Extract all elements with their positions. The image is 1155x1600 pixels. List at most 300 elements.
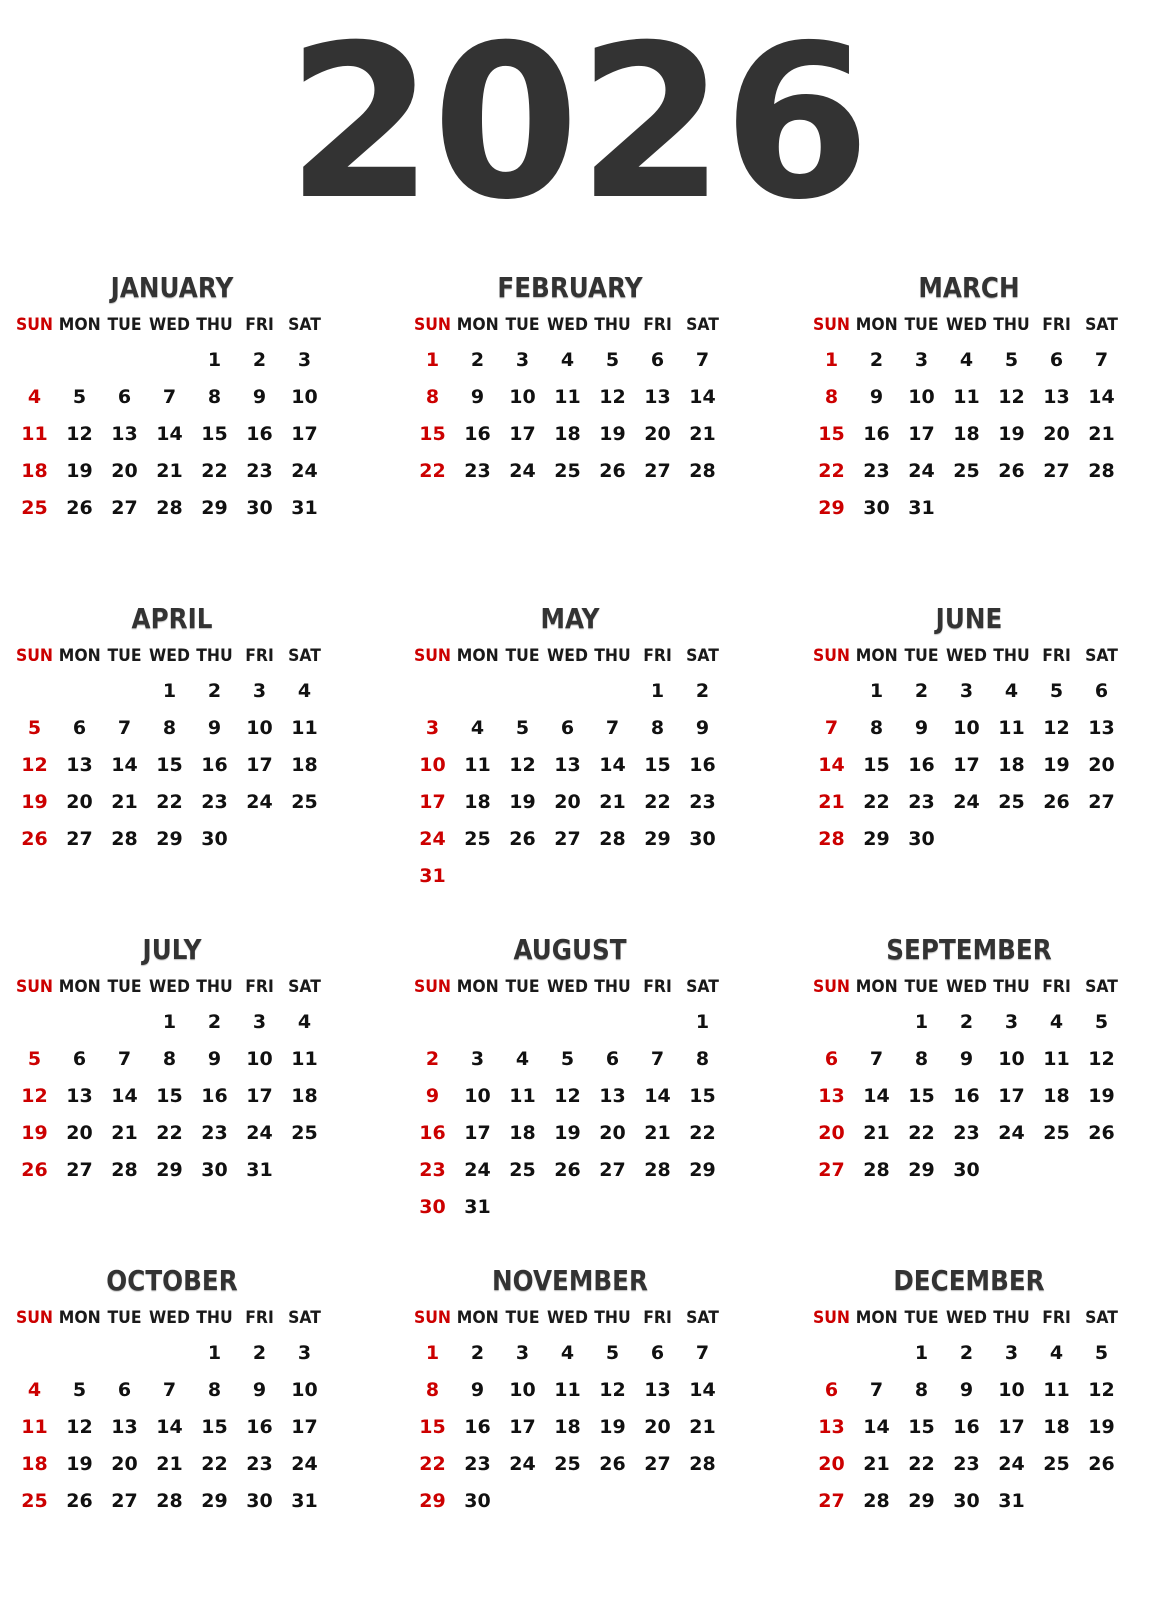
day-cell: 26 <box>66 1490 93 1512</box>
day-cell: 23 <box>246 460 273 482</box>
day-cell: 31 <box>998 1490 1025 1512</box>
day-cell: 22 <box>818 460 845 482</box>
day-cell: 2 <box>470 349 485 371</box>
day-cell: 26 <box>1088 1453 1115 1475</box>
month-name: APRIL <box>131 602 213 635</box>
weekday-sun: SUN <box>15 977 54 997</box>
weekday-sun: SUN <box>812 315 851 335</box>
day-cell: 2 <box>959 1011 974 1033</box>
weekday-tue: TUE <box>904 977 939 997</box>
day-cell: 20 <box>1088 754 1115 776</box>
day-cell: 31 <box>291 1490 318 1512</box>
day-cell: 1 <box>914 1342 929 1364</box>
day-cell: 3 <box>252 680 267 702</box>
day-cell: 8 <box>425 1379 440 1401</box>
day-cell: 27 <box>1043 460 1070 482</box>
weekday-thu: THU <box>594 1308 631 1328</box>
day-cell: 18 <box>953 423 980 445</box>
day-cell: 24 <box>509 460 536 482</box>
day-cell: 17 <box>419 791 446 813</box>
day-cell: 28 <box>156 1490 183 1512</box>
day-cell: 9 <box>470 1379 485 1401</box>
day-cell: 12 <box>21 1085 48 1107</box>
day-cell: 2 <box>959 1342 974 1364</box>
weekday-mon: MON <box>855 315 898 335</box>
day-cell: 8 <box>207 1379 222 1401</box>
weekday-tue: TUE <box>505 1308 540 1328</box>
weekday-tue: TUE <box>505 646 540 666</box>
day-cell: 6 <box>650 1342 665 1364</box>
day-cell: 21 <box>111 1122 138 1144</box>
weekday-fri: FRI <box>245 646 274 666</box>
weekday-header <box>12 971 332 1004</box>
day-cell: 3 <box>425 717 440 739</box>
day-cell: 22 <box>908 1122 935 1144</box>
day-cell: 28 <box>599 828 626 850</box>
month-name: NOVEMBER <box>492 1264 648 1297</box>
day-cell: 8 <box>914 1379 929 1401</box>
day-cell: 15 <box>156 754 183 776</box>
day-cell: 28 <box>111 828 138 850</box>
day-cell: 16 <box>953 1416 980 1438</box>
day-cell: 5 <box>72 1379 87 1401</box>
day-cell: 7 <box>650 1048 665 1070</box>
weekday-header <box>410 309 730 342</box>
day-cell: 28 <box>644 1159 671 1181</box>
day-cell: 15 <box>908 1416 935 1438</box>
day-cell: 19 <box>599 423 626 445</box>
day-cell: 27 <box>599 1159 626 1181</box>
day-cell: 6 <box>72 717 87 739</box>
weekday-wed: WED <box>547 977 588 997</box>
day-cell: 29 <box>201 497 228 519</box>
day-cell: 23 <box>201 1122 228 1144</box>
weekday-fri: FRI <box>643 315 672 335</box>
month-february <box>410 268 730 490</box>
day-cell: 19 <box>998 423 1025 445</box>
day-cell: 16 <box>246 423 273 445</box>
day-cell: 29 <box>908 1159 935 1181</box>
weekday-fri: FRI <box>1042 977 1071 997</box>
day-cell: 30 <box>246 497 273 519</box>
day-cell: 17 <box>908 423 935 445</box>
day-cell: 2 <box>252 1342 267 1364</box>
day-cell: 29 <box>156 1159 183 1181</box>
day-cell: 11 <box>1043 1048 1070 1070</box>
day-cell: 3 <box>252 1011 267 1033</box>
day-cell: 2 <box>207 680 222 702</box>
day-cell: 15 <box>201 423 228 445</box>
day-cell: 5 <box>560 1048 575 1070</box>
day-cell: 5 <box>515 717 530 739</box>
day-cell: 17 <box>464 1122 491 1144</box>
day-cell: 14 <box>111 754 138 776</box>
day-cell: 19 <box>599 1416 626 1438</box>
day-cell: 26 <box>599 460 626 482</box>
day-cell: 12 <box>599 386 626 408</box>
day-cell: 31 <box>908 497 935 519</box>
day-cell: 22 <box>156 1122 183 1144</box>
day-cell: 16 <box>246 1416 273 1438</box>
day-cell: 5 <box>605 1342 620 1364</box>
day-cell: 20 <box>66 791 93 813</box>
day-cell: 8 <box>162 717 177 739</box>
day-cell: 16 <box>908 754 935 776</box>
day-cell: 25 <box>998 791 1025 813</box>
day-cell: 16 <box>201 1085 228 1107</box>
day-cell: 8 <box>650 717 665 739</box>
day-cell: 25 <box>1043 1122 1070 1144</box>
weekday-tue: TUE <box>107 977 142 997</box>
day-cell: 30 <box>201 828 228 850</box>
day-cell: 20 <box>818 1453 845 1475</box>
day-cell: 25 <box>509 1159 536 1181</box>
weekday-sun: SUN <box>15 315 54 335</box>
month-name: SEPTEMBER <box>886 933 1052 966</box>
day-cell: 26 <box>21 828 48 850</box>
day-cell: 16 <box>863 423 890 445</box>
days-grid <box>12 1335 332 1520</box>
weekday-mon: MON <box>58 1308 101 1328</box>
weekday-thu: THU <box>993 977 1030 997</box>
day-cell: 1 <box>869 680 884 702</box>
weekday-sun: SUN <box>413 1308 452 1328</box>
weekday-wed: WED <box>149 977 190 997</box>
day-cell: 2 <box>252 349 267 371</box>
empty-day-cell <box>809 1335 854 1372</box>
day-cell: 19 <box>21 1122 48 1144</box>
day-cell: 30 <box>953 1490 980 1512</box>
day-cell: 10 <box>246 717 273 739</box>
day-cell: 19 <box>66 460 93 482</box>
month-name: DECEMBER <box>893 1264 1045 1297</box>
day-cell: 6 <box>560 717 575 739</box>
day-cell: 8 <box>869 717 884 739</box>
weekday-mon: MON <box>58 977 101 997</box>
day-cell: 7 <box>824 717 839 739</box>
day-cell: 13 <box>1088 717 1115 739</box>
day-cell: 17 <box>509 423 536 445</box>
day-cell: 12 <box>998 386 1025 408</box>
day-cell: 28 <box>863 1159 890 1181</box>
day-cell: 24 <box>953 791 980 813</box>
day-cell: 14 <box>689 1379 716 1401</box>
day-cell: 23 <box>689 791 716 813</box>
day-cell: 27 <box>111 497 138 519</box>
day-cell: 14 <box>111 1085 138 1107</box>
day-cell: 30 <box>201 1159 228 1181</box>
day-cell: 17 <box>509 1416 536 1438</box>
day-cell: 24 <box>908 460 935 482</box>
day-cell: 12 <box>1043 717 1070 739</box>
weekday-header <box>12 309 332 342</box>
day-cell: 17 <box>998 1085 1025 1107</box>
day-cell: 20 <box>554 791 581 813</box>
empty-day-cell <box>500 1004 545 1041</box>
empty-day-cell <box>455 1004 500 1041</box>
day-cell: 5 <box>27 717 42 739</box>
day-cell: 1 <box>162 680 177 702</box>
weekday-tue: TUE <box>904 646 939 666</box>
day-cell: 29 <box>419 1490 446 1512</box>
day-cell: 17 <box>246 1085 273 1107</box>
day-cell: 14 <box>863 1085 890 1107</box>
day-cell: 15 <box>201 1416 228 1438</box>
day-cell: 11 <box>291 1048 318 1070</box>
day-cell: 4 <box>1049 1342 1064 1364</box>
day-cell: 13 <box>66 1085 93 1107</box>
weekday-tue: TUE <box>505 315 540 335</box>
day-cell: 7 <box>869 1048 884 1070</box>
days-grid <box>410 1004 730 1226</box>
day-cell: 11 <box>509 1085 536 1107</box>
empty-day-cell <box>410 1004 455 1041</box>
weekday-sun: SUN <box>413 646 452 666</box>
day-cell: 29 <box>644 828 671 850</box>
day-cell: 24 <box>419 828 446 850</box>
day-cell: 29 <box>201 1490 228 1512</box>
day-cell: 20 <box>111 1453 138 1475</box>
weekday-sat: SAT <box>1085 646 1118 666</box>
day-cell: 26 <box>1043 791 1070 813</box>
empty-day-cell <box>590 673 635 710</box>
day-cell: 25 <box>21 497 48 519</box>
day-cell: 3 <box>297 349 312 371</box>
day-cell: 13 <box>818 1416 845 1438</box>
day-cell: 30 <box>953 1159 980 1181</box>
day-cell: 4 <box>515 1048 530 1070</box>
day-cell: 4 <box>470 717 485 739</box>
day-cell: 28 <box>156 497 183 519</box>
day-cell: 27 <box>554 828 581 850</box>
weekday-sun: SUN <box>15 646 54 666</box>
day-cell: 12 <box>1088 1048 1115 1070</box>
weekday-wed: WED <box>547 315 588 335</box>
day-cell: 28 <box>863 1490 890 1512</box>
day-cell: 22 <box>689 1122 716 1144</box>
empty-day-cell <box>854 1004 899 1041</box>
weekday-sat: SAT <box>1085 977 1118 997</box>
day-cell: 18 <box>464 791 491 813</box>
weekday-header <box>12 1302 332 1335</box>
day-cell: 25 <box>1043 1453 1070 1475</box>
day-cell: 15 <box>156 1085 183 1107</box>
day-cell: 20 <box>818 1122 845 1144</box>
weekday-sat: SAT <box>686 977 719 997</box>
day-cell: 23 <box>246 1453 273 1475</box>
empty-day-cell <box>809 673 854 710</box>
day-cell: 6 <box>1094 680 1109 702</box>
day-cell: 2 <box>914 680 929 702</box>
empty-day-cell <box>102 1335 147 1372</box>
weekday-sun: SUN <box>413 315 452 335</box>
day-cell: 8 <box>425 386 440 408</box>
day-cell: 31 <box>246 1159 273 1181</box>
weekday-wed: WED <box>946 646 987 666</box>
day-cell: 28 <box>689 460 716 482</box>
day-cell: 19 <box>1088 1085 1115 1107</box>
day-cell: 8 <box>695 1048 710 1070</box>
day-cell: 16 <box>419 1122 446 1144</box>
month-name: JULY <box>142 933 202 966</box>
day-cell: 6 <box>650 349 665 371</box>
day-cell: 22 <box>201 460 228 482</box>
weekday-header <box>410 971 730 1004</box>
day-cell: 25 <box>554 460 581 482</box>
day-cell: 13 <box>599 1085 626 1107</box>
weekday-sat: SAT <box>686 315 719 335</box>
day-cell: 17 <box>291 423 318 445</box>
day-cell: 26 <box>599 1453 626 1475</box>
day-cell: 13 <box>554 754 581 776</box>
weekday-header <box>809 1302 1129 1335</box>
empty-day-cell <box>590 1004 635 1041</box>
day-cell: 7 <box>605 717 620 739</box>
day-cell: 2 <box>695 680 710 702</box>
day-cell: 20 <box>111 460 138 482</box>
weekday-thu: THU <box>594 646 631 666</box>
day-cell: 11 <box>554 386 581 408</box>
day-cell: 10 <box>419 754 446 776</box>
empty-day-cell <box>147 1335 192 1372</box>
day-cell: 13 <box>66 754 93 776</box>
weekday-thu: THU <box>993 1308 1030 1328</box>
day-cell: 11 <box>953 386 980 408</box>
month-june <box>809 599 1129 858</box>
day-cell: 9 <box>425 1085 440 1107</box>
day-cell: 23 <box>908 791 935 813</box>
day-cell: 2 <box>425 1048 440 1070</box>
empty-day-cell <box>57 1004 102 1041</box>
weekday-wed: WED <box>946 1308 987 1328</box>
month-december <box>809 1261 1129 1520</box>
day-cell: 25 <box>953 460 980 482</box>
weekday-tue: TUE <box>107 315 142 335</box>
empty-day-cell <box>102 342 147 379</box>
day-cell: 24 <box>998 1453 1025 1475</box>
weekday-thu: THU <box>196 977 233 997</box>
day-cell: 22 <box>419 1453 446 1475</box>
weekday-mon: MON <box>855 646 898 666</box>
day-cell: 18 <box>1043 1416 1070 1438</box>
weekday-tue: TUE <box>107 1308 142 1328</box>
empty-day-cell <box>854 1335 899 1372</box>
day-cell: 11 <box>1043 1379 1070 1401</box>
day-cell: 3 <box>1004 1011 1019 1033</box>
day-cell: 23 <box>464 460 491 482</box>
day-cell: 4 <box>27 386 42 408</box>
day-cell: 12 <box>21 754 48 776</box>
day-cell: 11 <box>554 1379 581 1401</box>
day-cell: 13 <box>818 1085 845 1107</box>
day-cell: 18 <box>291 754 318 776</box>
day-cell: 3 <box>470 1048 485 1070</box>
day-cell: 18 <box>1043 1085 1070 1107</box>
month-march <box>809 268 1129 527</box>
weekday-header <box>809 971 1129 1004</box>
day-cell: 21 <box>644 1122 671 1144</box>
day-cell: 26 <box>554 1159 581 1181</box>
weekday-wed: WED <box>149 1308 190 1328</box>
day-cell: 22 <box>156 791 183 813</box>
day-cell: 27 <box>644 460 671 482</box>
day-cell: 14 <box>1088 386 1115 408</box>
day-cell: 23 <box>953 1122 980 1144</box>
day-cell: 14 <box>644 1085 671 1107</box>
day-cell: 18 <box>554 1416 581 1438</box>
day-cell: 17 <box>998 1416 1025 1438</box>
day-cell: 21 <box>689 423 716 445</box>
day-cell: 23 <box>464 1453 491 1475</box>
day-cell: 1 <box>650 680 665 702</box>
day-cell: 29 <box>156 828 183 850</box>
weekday-fri: FRI <box>643 1308 672 1328</box>
day-cell: 13 <box>644 1379 671 1401</box>
day-cell: 22 <box>644 791 671 813</box>
day-cell: 21 <box>863 1453 890 1475</box>
day-cell: 20 <box>599 1122 626 1144</box>
day-cell: 12 <box>554 1085 581 1107</box>
weekday-sun: SUN <box>413 977 452 997</box>
day-cell: 16 <box>201 754 228 776</box>
weekday-mon: MON <box>58 646 101 666</box>
weekday-fri: FRI <box>1042 1308 1071 1328</box>
weekday-thu: THU <box>594 315 631 335</box>
month-name: JUNE <box>935 602 1003 635</box>
day-cell: 27 <box>818 1159 845 1181</box>
day-cell: 10 <box>953 717 980 739</box>
weekday-sat: SAT <box>288 1308 321 1328</box>
month-august <box>410 930 730 1226</box>
days-grid <box>809 342 1129 527</box>
month-september <box>809 930 1129 1189</box>
day-cell: 9 <box>869 386 884 408</box>
weekday-fri: FRI <box>1042 315 1071 335</box>
weekday-mon: MON <box>855 977 898 997</box>
day-cell: 10 <box>246 1048 273 1070</box>
day-cell: 30 <box>863 497 890 519</box>
day-cell: 13 <box>111 1416 138 1438</box>
weekday-sat: SAT <box>1085 1308 1118 1328</box>
empty-day-cell <box>809 1004 854 1041</box>
day-cell: 1 <box>695 1011 710 1033</box>
day-cell: 27 <box>1088 791 1115 813</box>
day-cell: 15 <box>644 754 671 776</box>
weekday-fri: FRI <box>643 646 672 666</box>
day-cell: 25 <box>291 1122 318 1144</box>
day-cell: 16 <box>464 1416 491 1438</box>
weekday-wed: WED <box>946 977 987 997</box>
day-cell: 2 <box>470 1342 485 1364</box>
day-cell: 8 <box>207 386 222 408</box>
day-cell: 30 <box>908 828 935 850</box>
weekday-tue: TUE <box>107 646 142 666</box>
day-cell: 1 <box>207 1342 222 1364</box>
weekday-wed: WED <box>946 315 987 335</box>
day-cell: 21 <box>111 791 138 813</box>
day-cell: 3 <box>515 1342 530 1364</box>
weekday-thu: THU <box>993 646 1030 666</box>
day-cell: 3 <box>959 680 974 702</box>
day-cell: 26 <box>21 1159 48 1181</box>
weekday-sat: SAT <box>1085 315 1118 335</box>
day-cell: 21 <box>156 460 183 482</box>
day-cell: 10 <box>908 386 935 408</box>
weekday-header <box>12 640 332 673</box>
day-cell: 25 <box>464 828 491 850</box>
day-cell: 3 <box>914 349 929 371</box>
month-may <box>410 599 730 895</box>
